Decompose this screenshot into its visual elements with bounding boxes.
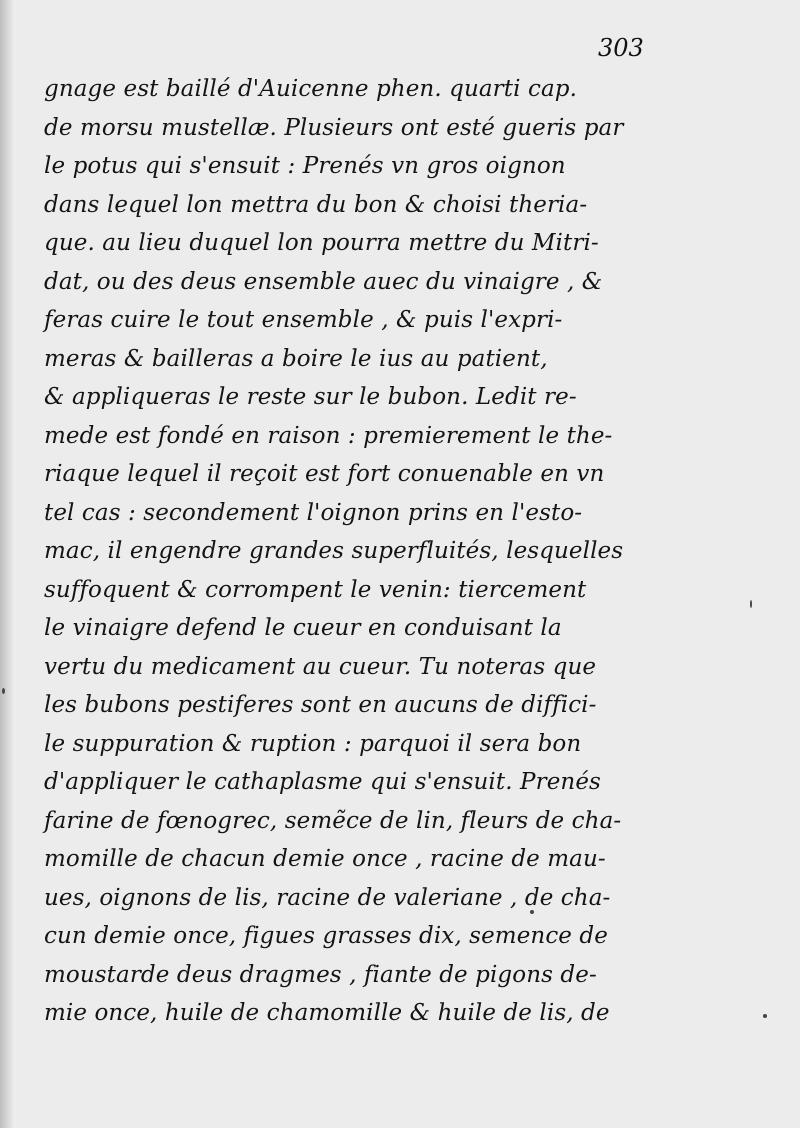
text-line: mede est fondé en raison : premierement le the- <box>44 422 613 449</box>
text-line: que. au lieu duquel lon pourra mettre du Mitri- <box>44 230 599 256</box>
text-line: de morsu mustellæ. Plusieurs ont esté gueris par <box>44 114 624 141</box>
text-line: feras cuire le tout ensemble , & puis l'expri- <box>44 307 563 333</box>
text-line: moustarde deus dragmes , fiante de pigons de- <box>44 961 597 988</box>
text-line: le suppuration & ruption : parquoi il sera bon <box>44 730 582 757</box>
text-line: gnage est baillé d'Auicenne phen. quarti cap. <box>44 76 578 102</box>
text-line: le vinaigre defend le cueur en conduisant la <box>44 615 562 641</box>
text-line: mac, il engendre grandes superfluités, lesquelles <box>44 538 624 564</box>
paper-speck <box>530 910 534 914</box>
text-line: dat, ou des deus ensemble auec du vinaigre , & <box>44 268 603 295</box>
paper-speck <box>750 600 752 608</box>
text-line: les bubons pestiferes sont en aucuns de diffici- <box>44 692 597 718</box>
text-line: tel cas : secondement l'oignon prins en l'esto- <box>44 499 583 526</box>
text-line: meras & bailleras a boire le ius au patient, <box>44 345 548 372</box>
text-line: farine de fœnogrec, semẽce de lin, fleurs de cha- <box>44 807 622 834</box>
text-line: & appliqueras le reste sur le bubon. Ledit re- <box>44 384 577 410</box>
text-line: suffoquent & corrompent le venin: tiercement <box>44 576 587 603</box>
text-line: le potus qui s'ensuit : Prenés vn gros oignon <box>44 153 566 179</box>
text-line: riaque lequel il reçoit est fort conuenable en vn <box>44 461 605 487</box>
text-line: vertu du medicament au cueur. Tu noteras que <box>44 653 597 680</box>
paper-speck <box>763 1014 767 1018</box>
body-text <box>44 70 654 1033</box>
text-line: dans lequel lon mettra du bon & choisi theria- <box>44 191 588 218</box>
text-line: momille de chacun demie once , racine de mau- <box>44 846 606 872</box>
page-number: 303 <box>598 34 644 62</box>
text-line: d'appliquer le cathaplasme qui s'ensuit. Prenés <box>44 769 601 795</box>
paper-speck <box>2 688 5 694</box>
text-line: cun demie once, figues grasses dix, semence de <box>44 923 608 949</box>
text-line: ues, oignons de lis, racine de valeriane , de cha- <box>44 884 611 911</box>
text-line: mie once, huile de chamomille & huile de lis, de <box>44 1000 610 1026</box>
